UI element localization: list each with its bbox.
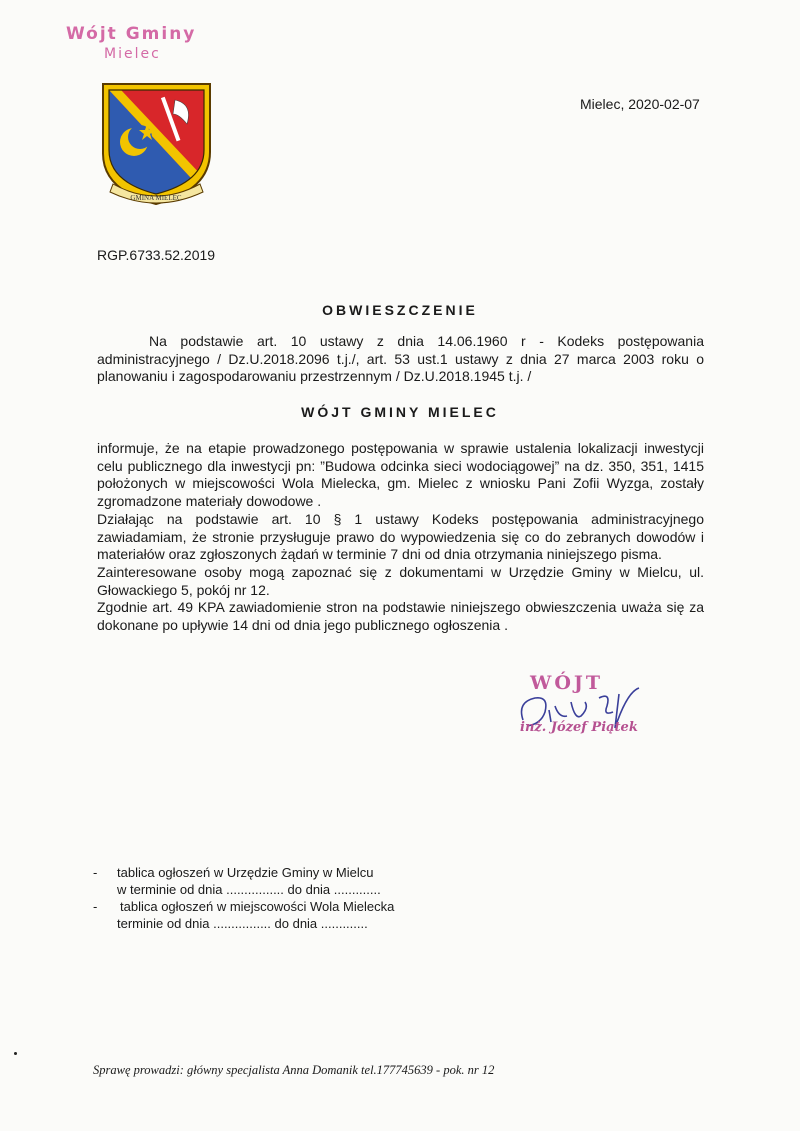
legal-basis-paragraph bbox=[97, 333, 704, 386]
crest-ribbon-text: GMINA MIELEC bbox=[130, 194, 182, 202]
scan-speck bbox=[14, 1052, 17, 1055]
body-paragraph-2: Działając na podstawie art. 10 § 1 ustawy Kodeks postępowania administracyjnego zawiadamiam, że stronie przysługuje prawo do wypowiedzenia się co do zebranych dowodów i materiałów oraz zgłoszonych żądań w terminie 7 dni od dnia otrzymania niniejszego pisma. bbox=[97, 510, 704, 563]
distribution-item bbox=[93, 864, 394, 898]
distribution-item-location: tablica ogłoszeń w Urzędzie Gminy w Mielcu bbox=[117, 865, 374, 880]
document-date: Mielec, 2020-02-07 bbox=[580, 96, 700, 112]
document-title: OBWIESZCZENIE bbox=[322, 302, 478, 318]
case-reference-number: RGP.6733.52.2019 bbox=[97, 247, 216, 263]
case-handler-footer: Sprawę prowadzi: główny specjalista Anna Domanik tel.177745639 - pok. nr 12 bbox=[93, 1063, 495, 1077]
body-paragraph-1: informuje, że na etapie prowadzonego postępowania w sprawie ustalenia lokalizacji inwestycji celu publicznego dla inwestycji pn: ”Budowa odcinka sieci wodociągowej” na dz. 350, 351, 1415 położonych w miejscowości Wola Mielecka, gm. Mielec z wniosku Pani Zofii Wyzga, zostały zgromadzone materiały dowodowe . bbox=[97, 440, 704, 510]
handwritten-signature bbox=[515, 672, 665, 752]
coat-of-arms-logo bbox=[99, 80, 214, 210]
distribution-item bbox=[93, 898, 394, 932]
legal-basis-text: Na podstawie art. 10 ustawy z dnia 14.06.1960 r - Kodeks postępowania administracyjnego / Dz.U.2018.2096 t.j./, art. 53 ust.1 ustawy z dnia 27 marca 2003 roku o planowaniu i zagospodarowaniu przestrzennym / Dz.U.2018.1945 t.j. / bbox=[97, 333, 704, 384]
office-stamp-line2: Mielec bbox=[104, 46, 161, 62]
list-dash: - bbox=[93, 865, 98, 880]
notice-body bbox=[97, 440, 704, 635]
distribution-item-location: tablica ogłoszeń w miejscowości Wola Mielecka bbox=[120, 899, 395, 914]
office-stamp-line1: Wójt Gminy bbox=[66, 24, 197, 44]
body-paragraph-3: Zainteresowane osoby mogą zapoznać się z dokumentami w Urzędzie Gminy w Mielcu, ul. Głowackiego 5, pokój nr 12. bbox=[97, 563, 704, 598]
signatory-name: inż. Józef Piątek bbox=[520, 720, 638, 735]
distribution-item-dates: w terminie od dnia ................ do dnia ............. bbox=[117, 882, 381, 897]
issuer-heading: WÓJT GMINY MIELEC bbox=[301, 404, 499, 420]
signature-stamp-title: WÓJT bbox=[530, 672, 604, 694]
distribution-item-dates: terminie od dnia ................ do dnia ............. bbox=[117, 916, 368, 931]
distribution-list bbox=[93, 864, 394, 932]
office-stamp bbox=[66, 24, 196, 62]
body-paragraph-4: Zgodnie art. 49 KPA zawiadomienie stron na podstawie niniejszego obwieszczenia uważa się za dokonane po upływie 14 dni od dnia jego publicznego ogłoszenia . bbox=[97, 599, 704, 634]
list-dash: - bbox=[93, 899, 98, 914]
